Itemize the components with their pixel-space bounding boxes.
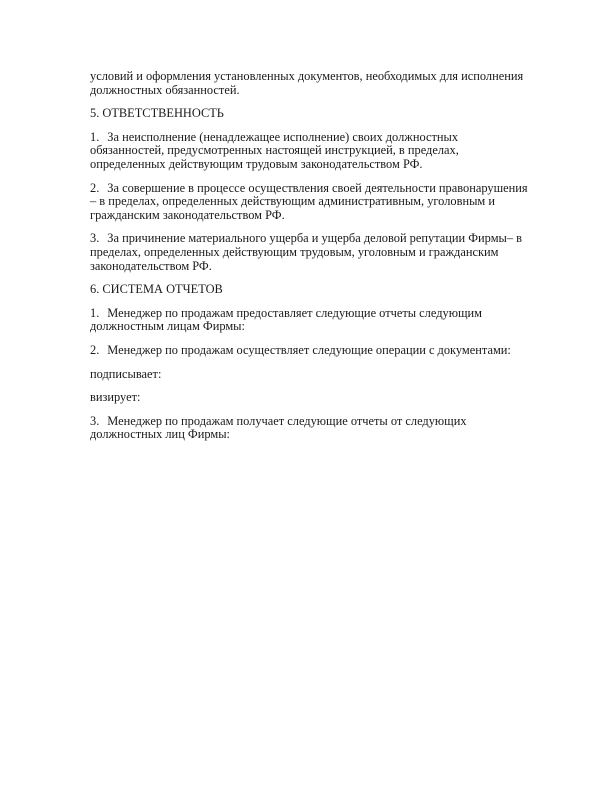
section-6-heading: 6. СИСТЕМА ОТЧЕТОВ bbox=[90, 282, 223, 297]
item-number: 3. bbox=[90, 413, 100, 428]
section-6-item-3 bbox=[90, 415, 530, 442]
item-text: Менеджер по продажам получает следующие отчеты от следующих должностных лиц Фирмы: bbox=[90, 413, 467, 442]
section-5-heading: 5. ОТВЕТСТВЕННОСТЬ bbox=[90, 106, 224, 121]
item-text: За причинение материального ущерба и ущерба деловой репутации Фирмы– в пределах, определенных действующим трудовым, уголовным и гражданским законодательством РФ. bbox=[90, 231, 523, 273]
item-text: Менеджер по продажам предоставляет следующие отчеты следующим должностным лицам Фирмы: bbox=[90, 305, 482, 334]
item-text: За неисполнение (ненадлежащее исполнение) своих должностных обязанностей, предусмотренных настоящей инструкцией, в пределах, определенных действующим трудовым законодательством РФ. bbox=[90, 129, 459, 171]
item-number: 1. bbox=[90, 129, 100, 144]
item-text: За совершение в процессе осуществления своей деятельности правонарушения – в пределах, определенных действующим административным, уголовным и гражданским законодательством РФ. bbox=[90, 180, 528, 222]
endorses-line: визирует: bbox=[90, 390, 141, 405]
section-6-item-1 bbox=[90, 307, 530, 334]
item-text: Менеджер по продажам осуществляет следующие операции с документами: bbox=[107, 342, 511, 357]
item-number: 1. bbox=[90, 305, 100, 320]
section-5-item-1 bbox=[90, 131, 530, 172]
item-number: 2. bbox=[90, 342, 100, 357]
document-body bbox=[90, 70, 530, 452]
item-number: 3. bbox=[90, 231, 100, 246]
section-5-item-3 bbox=[90, 232, 530, 273]
section-5-item-2 bbox=[90, 182, 530, 223]
signs-line: подписывает: bbox=[90, 366, 162, 381]
intro-tail-paragraph: условий и оформления установленных документов, необходимых для исполнения должностных обязанностей. bbox=[90, 69, 524, 97]
item-number: 2. bbox=[90, 180, 100, 195]
section-6-item-2 bbox=[90, 344, 530, 358]
